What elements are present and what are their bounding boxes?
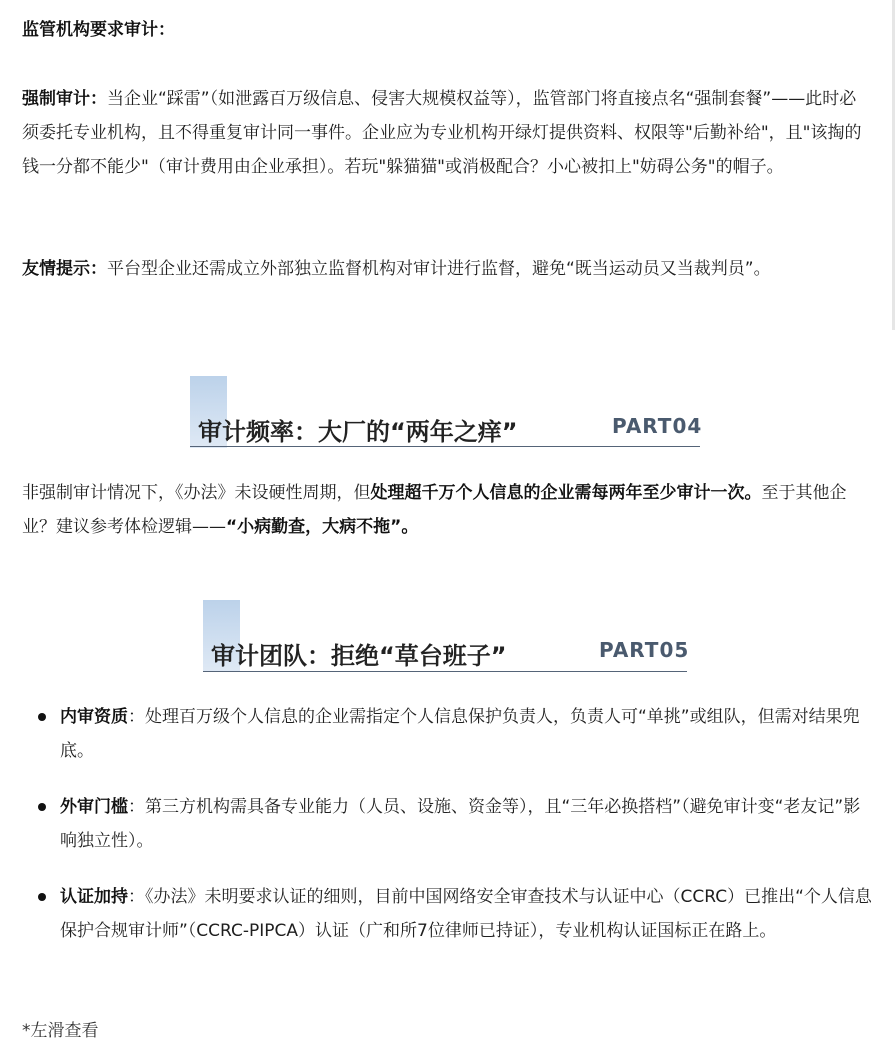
section-title: 审计团队：拒绝“草台班子” — [211, 642, 507, 670]
list-item-text: 第三方机构需具备专业能力（人员、设施、资金等），且“三年必换搭档”（避免审计变“老友记”影响独立性）。 — [60, 797, 861, 851]
list-item-label: 外审门槛 — [60, 797, 128, 817]
section-underline — [203, 671, 687, 672]
list-item-label: 认证加持 — [60, 887, 128, 907]
list-item-sep: ： — [128, 707, 145, 727]
intro-heading-text: 监管机构要求审计： — [22, 20, 175, 40]
audit-team-list — [22, 700, 872, 970]
bullet-dot-icon — [38, 713, 46, 721]
friendly-tip-label: 友情提示： — [22, 259, 107, 279]
swipe-hint-note: *左滑查看 — [22, 1021, 99, 1041]
section-heading-part05 — [203, 600, 690, 672]
list-item-text: 处理百万级个人信息的企业需指定个人信息保护负责人，负责人可“单挑”或组队，但需对结果兜底。 — [60, 707, 860, 761]
frequency-text-1: 非强制审计情况下，《办法》未设硬性周期，但 — [22, 483, 371, 503]
list-item — [22, 700, 872, 768]
frequency-text-2: 至于其他企业？建议参考体检逻辑—— — [22, 483, 847, 537]
forced-audit-paragraph — [22, 82, 872, 184]
list-item-label: 内审资质 — [60, 707, 128, 727]
frequency-paragraph — [22, 476, 872, 544]
section-title: 审计频率：大厂的“两年之痒” — [198, 418, 518, 446]
bullet-dot-icon — [38, 893, 46, 901]
forced-audit-text: 当企业“踩雷”（如泄露百万级信息、侵害大规模权益等），监管部门将直接点名“强制套餐”——此时必须委托专业机构，且不得重复审计同一事件。企业应为专业机构开绿灯提供资料、权限等"后勤补给"，且"该掏的钱一分都不能少"（审计费用由企业承担）。若玩"躲猫猫"或消极配合？小心被扣上"妨碍公务"的帽子。 — [22, 89, 862, 177]
frequency-bold-2: “小病勤查，大病不拖”。 — [226, 517, 419, 537]
section-part-label: PART04 — [612, 414, 703, 438]
list-item-text: 《办法》未明要求认证的细则，目前中国网络安全审查技术与认证中心（CCRC）已推出“个人信息保护合规审计师”（CCRC-PIPCA）认证（广和所7位律师已持证），专业机构认证国标正在路上。 — [60, 887, 872, 941]
frequency-bold-1: 处理超千万个人信息的企业需每两年至少审计一次。 — [370, 483, 762, 503]
intro-heading — [22, 13, 872, 47]
bullet-dot-icon — [38, 803, 46, 811]
section-part-label: PART05 — [599, 638, 690, 662]
list-item-sep: ： — [128, 797, 145, 817]
friendly-tip-text: 平台型企业还需成立外部独立监督机构对审计进行监督，避免“既当运动员又当裁判员”。 — [107, 259, 771, 279]
list-item-sep: ： — [128, 887, 145, 907]
list-item — [22, 790, 872, 858]
section-heading-part04 — [190, 376, 703, 448]
forced-audit-label: 强制审计： — [22, 89, 107, 109]
friendly-tip-paragraph — [22, 252, 872, 286]
section-underline — [190, 446, 700, 447]
list-item — [22, 880, 872, 948]
